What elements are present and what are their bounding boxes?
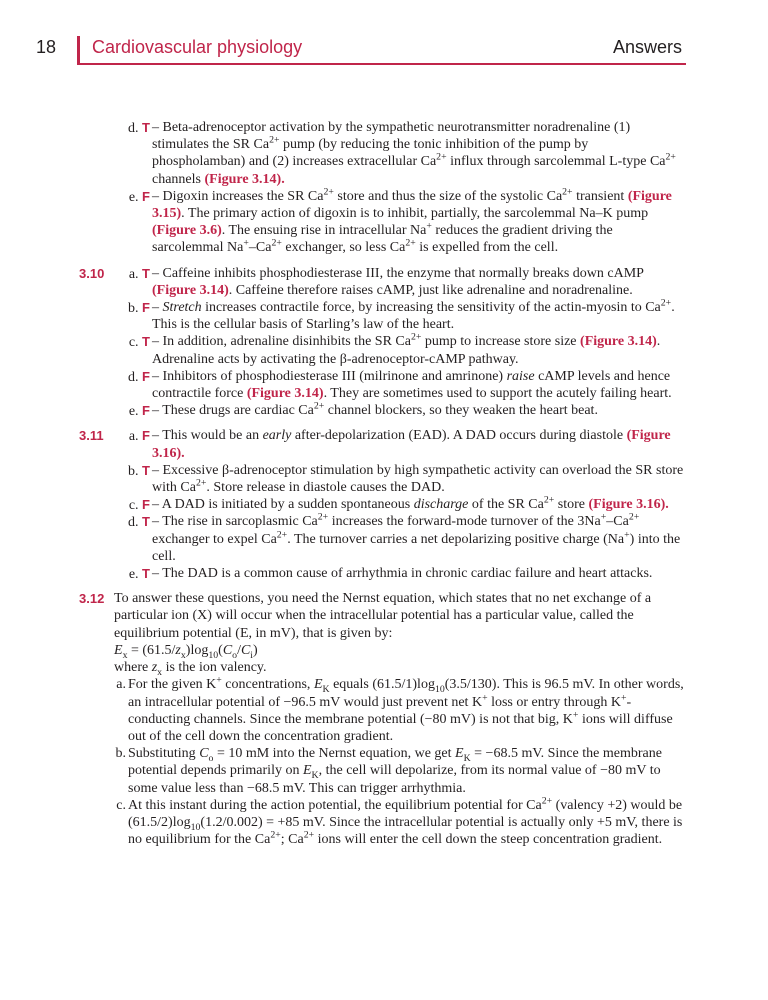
true-false-mark: F	[142, 497, 150, 513]
answer-3-11-a: a. F – This would be an early after-depolarization (EAD). A DAD occurs during diastole (Figure 3.16).	[128, 428, 671, 461]
answer-3-11-e: e. T – The DAD is a common cause of arrhythmia in chronic cardiac failure and heart attacks.	[128, 566, 653, 583]
item-label: e.	[128, 567, 139, 583]
item-label: c.	[128, 498, 139, 514]
true-false-mark: T	[142, 120, 150, 135]
figure-reference: (Figure 3.14)	[204, 171, 282, 187]
chapter-title: Cardiovascular physiology	[92, 37, 303, 57]
true-false-mark: T	[142, 334, 150, 350]
item-label: c.	[128, 335, 139, 351]
question-number: 3.10	[79, 265, 105, 281]
figure-reference: (Figure 3.14)	[246, 386, 324, 402]
page-header	[0, 0, 768, 70]
true-false-mark: T	[142, 265, 150, 281]
nernst-intro: To answer these questions, you need the Nernst equation, which states that no net exchange of a particular ion (X) will occur when the intracellular potential has a particular value, called the equilibrium potential (E, in mV), that is given by:	[114, 591, 652, 641]
answer-3-12-b: b. Substituting $C_o = 10$ mM into the Nernst equation, we get $E_K = -68.5$ mV. Since the membrane potential depends primarily on $E_K$, the cell will depolarize, from its normal value of −80 mV to some value less than −68.5 mV. This can trigger arrhythmia.	[115, 746, 662, 796]
answer-3-11-d: d. T – The rise in sarcoplasmic $Ca^{2+}$ increases the forward-mode turnover of the $3Na^+-Ca^{2+}$ exchanger to expel $Ca^{2+}$. The turnover carries a net depolarizing positive charge (Na+) into the cell.	[128, 511, 681, 564]
true-false-mark: F	[142, 428, 150, 444]
answer-3-10-d: d. F – Inhibitors of phosphodiesterase III (milrinone and amrinone) raise cAMP levels and hence contractile force (Figure 3.14). They are sometimes used to support the acutely failing heart.	[128, 368, 672, 402]
item-label: a.	[128, 266, 139, 282]
header-rule	[77, 63, 686, 65]
answer-3-12-c: c. At this instant during the action potential, the equilibrium potential for $Ca^{2+}$ (valency +2) would be $(61.5/2)\log_{10}(1.2/0.002) = +85$ mV. Since the intracellular potential is actually only +5 mV, there is no equilibrium for the $Ca^{2+}$; $Ca^{2+}$ ions will enter the cell down the steep concentration gradient.	[114, 797, 684, 849]
item-label: e.	[128, 404, 139, 420]
true-false-mark: F	[142, 188, 150, 204]
answer-3-11-c: c. F – A DAD is initiated by a sudden spontaneous discharge of the SR $Ca^{2+}$ store (Figure 3.16).	[128, 494, 669, 514]
answer-3-10-c: c. T – In addition, adrenaline disinhibits the SR $Ca^{2+}$ pump to increase store size (Figure 3.14). Adrenaline acts by activating the β-adrenoceptor-cAMP pathway.	[128, 331, 661, 367]
question-3-9-continued	[79, 119, 684, 257]
true-false-mark: T	[142, 514, 150, 530]
question-number: 3.12	[79, 591, 105, 607]
nernst-equation: $E_x = (61.5/z_x)\log_{10}(C_o/C_i)$	[114, 642, 258, 661]
question-number: 3.11	[79, 428, 104, 444]
figure-reference: (Figure 3.15)	[152, 188, 672, 222]
item-label: b.	[128, 463, 139, 479]
answer-3-9-d: d. T – Beta-adrenoceptor activation by the sympathetic neurotransmitter noradrenaline (1) stimulates the SR $Ca^{2+}$ pump (by reducing the tonic inhibition of the pump by phospholamban) and (2) increases extracellular $Ca^{2+}$ influx through sarcolemmal L-type $Ca^{2+}$ channels (Figure 3.14).	[128, 120, 676, 187]
answer-3-9-e: e. F – Digoxin increases the SR $Ca^{2+}$ store and thus the size of the systolic $Ca^{2+}$ transient (Figure 3.15). The primary action of digoxin is to inhibit, partially, the sarcolemmal Na–K pump (Figure 3.6). The ensuing rise in intracellular Na+ reduces the gradient driving the sarcolemmal $Na^+-Ca^{2+}$ exchanger, so less $Ca^{2+}$ is expelled from the cell.	[128, 186, 672, 256]
item-label: a.	[116, 677, 126, 693]
item-label: a.	[128, 429, 139, 445]
item-label: d.	[128, 515, 139, 531]
figure-reference: (Figure 3.16)	[152, 428, 671, 461]
true-false-mark: F	[142, 300, 150, 316]
true-false-mark: T	[142, 462, 150, 478]
true-false-mark: F	[142, 403, 150, 419]
item-label: d.	[128, 369, 139, 385]
item-label: e.	[128, 189, 139, 205]
true-false-mark: F	[142, 368, 150, 384]
question-3-12	[79, 590, 684, 848]
answer-3-10-e: e. F – These drugs are cardiac $Ca^{2+}$ channel blockers, so they weaken the heart beat.	[128, 400, 598, 420]
answer-3-10-b: b. F – Stretch increases contractile force, by increasing the sensitivity of the actin-myosin to $Ca^{2+}$. This is the cellular basis of Starling’s law of the heart.	[128, 297, 675, 333]
answer-3-12-a: a. For the given K+ concentrations, $E_K$ equals $(61.5/1)\log_{10}(3.5/130)$. This is 96.5 mV. In other words, an intracellular potential of −96.5 mV would just prevent net K+ loss or entry through K+-conducting channels. Since the membrane potential (−80 mV) is not that big, K+ ions will diffuse out of the cell down the concentration gradient.	[114, 676, 684, 745]
item-label: b.	[115, 746, 126, 762]
answer-3-11-b: b. T – Excessive β-adrenoceptor stimulation by high sympathetic activity can overload the SR store with $Ca^{2+}$. Store release in diastole causes the DAD.	[128, 462, 684, 496]
figure-reference: (Figure 3.16)	[588, 497, 666, 513]
item-label: c.	[116, 797, 126, 813]
figure-reference: (Figure 3.14)	[580, 334, 657, 350]
figure-reference: (Figure 3.6)	[152, 223, 222, 239]
question-3-10	[79, 265, 684, 420]
header-accent-bar	[77, 36, 80, 65]
answers-content	[79, 119, 684, 856]
true-false-mark: T	[142, 566, 150, 582]
answer-3-10-a: a. T – Caffeine inhibits phosphodiesterase III, the enzyme that normally breaks down cAMP (Figure 3.14). Caffeine therefore raises cAMP, just like adrenaline and noradrenaline.	[128, 265, 644, 298]
valency-note: where $z_x$ is the ion valency.	[114, 660, 267, 678]
question-3-11	[79, 427, 684, 582]
item-label: d.	[128, 121, 139, 136]
item-label: b.	[128, 301, 139, 317]
figure-reference: (Figure 3.14)	[152, 282, 229, 298]
page-number: 18	[36, 37, 57, 57]
section-label: Answers	[612, 37, 682, 57]
